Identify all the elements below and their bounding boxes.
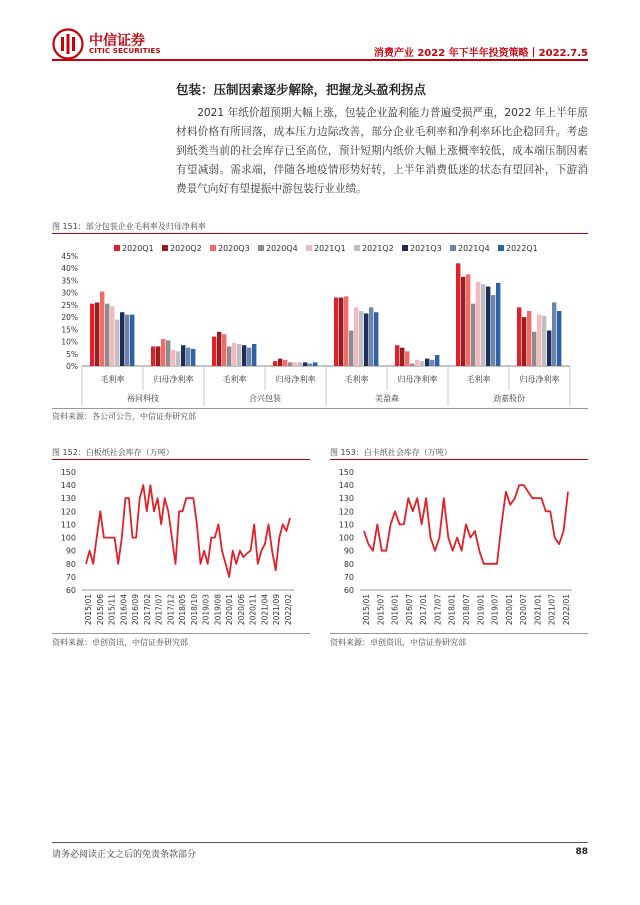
fig152-x-tick-label: 2022/02 bbox=[284, 594, 293, 626]
fig152-x-tick-label: 2019/03 bbox=[201, 594, 211, 626]
bar-美盈森-毛利率-2021Q3 bbox=[364, 313, 368, 366]
legend-swatch-2021Q2 bbox=[354, 245, 360, 251]
bar-合兴包装-毛利率-2020Q4 bbox=[227, 346, 231, 366]
citic-logo-icon bbox=[52, 28, 84, 60]
bar-合兴包装-毛利率-2021Q2 bbox=[237, 344, 241, 366]
fig151-bar-chart bbox=[52, 236, 588, 408]
bar-合兴包装-归母净利率-2020Q1 bbox=[273, 361, 277, 366]
bar-合兴包装-毛利率-2021Q1 bbox=[232, 343, 236, 366]
fig153-x-tick-label: 2019/01 bbox=[476, 594, 486, 626]
bar-劲嘉股份-归母净利率-2020Q4 bbox=[532, 332, 536, 366]
y-tick-label: 30% bbox=[61, 288, 78, 298]
bar-合兴包装-归母净利率-2021Q1 bbox=[293, 362, 297, 366]
bar-合兴包装-毛利率-2020Q1 bbox=[212, 337, 216, 366]
bar-裕同科技-归母净利率-2021Q1 bbox=[171, 350, 175, 366]
bar-美盈森-归母净利率-2021Q2 bbox=[420, 361, 424, 366]
legend-swatch-2020Q2 bbox=[162, 245, 168, 251]
fig153-x-tick-label: 2016/01 bbox=[390, 594, 400, 626]
fig153-x-tick-label: 2016/07 bbox=[404, 594, 414, 626]
bar-劲嘉股份-毛利率-2020Q3 bbox=[466, 274, 470, 366]
fig152-y-tick-label: 60 bbox=[65, 586, 76, 595]
fig152-y-tick-label: 110 bbox=[60, 520, 76, 530]
fig152-x-tick-label: 2017/07 bbox=[154, 594, 164, 626]
bar-合兴包装-归母净利率-2020Q2 bbox=[278, 359, 282, 366]
bar-合兴包装-归母净利率-2021Q3 bbox=[303, 362, 307, 366]
bar-合兴包装-毛利率-2020Q2 bbox=[217, 332, 221, 366]
fig152-x-tick-label: 2020/01 bbox=[225, 594, 235, 626]
fig153-y-tick-label: 150 bbox=[338, 468, 354, 477]
bar-劲嘉股份-毛利率-2022Q1 bbox=[496, 283, 500, 366]
fig153-y-tick-label: 120 bbox=[338, 507, 354, 517]
fig152-x-tick-label: 2018/10 bbox=[189, 594, 199, 626]
bar-裕同科技-毛利率-2020Q4 bbox=[105, 304, 109, 366]
bar-劲嘉股份-归母净利率-2020Q2 bbox=[522, 317, 526, 366]
bar-劲嘉股份-毛利率-2021Q2 bbox=[481, 284, 485, 366]
page-header bbox=[0, 0, 640, 70]
legend-label-2020Q1: 2020Q1 bbox=[122, 244, 154, 253]
fig153-x-tick-label: 2022/01 bbox=[562, 594, 571, 626]
category-label-metric: 毛利率 bbox=[100, 375, 125, 384]
legend-swatch-2020Q4 bbox=[258, 245, 264, 251]
fig152-x-tick-label: 2017/02 bbox=[142, 594, 152, 626]
fig152-y-tick-label: 90 bbox=[65, 546, 76, 556]
bar-美盈森-归母净利率-2021Q4 bbox=[430, 360, 434, 366]
y-tick-label: 0% bbox=[66, 362, 78, 371]
category-label-metric: 归母净利率 bbox=[153, 375, 194, 384]
fig152-line-chart bbox=[52, 464, 310, 634]
y-tick-label: 15% bbox=[61, 325, 78, 335]
y-tick-label: 35% bbox=[61, 276, 78, 286]
fig152-x-tick-label: 2017/12 bbox=[166, 594, 176, 626]
fig152-x-tick-label: 2016/04 bbox=[119, 594, 129, 626]
fig153-x-tick-label: 2021/01 bbox=[533, 594, 543, 626]
legend-swatch-2021Q1 bbox=[306, 245, 312, 251]
fig153-y-tick-label: 60 bbox=[343, 586, 354, 595]
fig153-x-tick-label: 2015/07 bbox=[376, 594, 386, 626]
fig153-y-tick-label: 70 bbox=[343, 572, 354, 582]
footer-divider bbox=[52, 842, 588, 843]
fig153-x-tick-label: 2015/01 bbox=[362, 594, 371, 626]
bar-劲嘉股份-归母净利率-2020Q1 bbox=[517, 307, 521, 366]
bar-劲嘉股份-毛利率-2021Q3 bbox=[486, 287, 490, 366]
bar-裕同科技-毛利率-2021Q4 bbox=[125, 315, 129, 366]
legend-swatch-2020Q3 bbox=[210, 245, 216, 251]
bar-裕同科技-毛利率-2022Q1 bbox=[130, 315, 134, 366]
legend-label-2020Q4: 2020Q4 bbox=[266, 244, 298, 253]
bar-裕同科技-归母净利率-2020Q4 bbox=[166, 340, 170, 366]
bar-裕同科技-归母净利率-2021Q3 bbox=[181, 345, 185, 366]
bar-合兴包装-归母净利率-2022Q1 bbox=[313, 362, 317, 366]
footer-disclaimer-note: 请务必阅读正文之后的免责条款部分 bbox=[52, 850, 197, 860]
category-label-metric: 毛利率 bbox=[222, 375, 247, 384]
bar-合兴包装-毛利率-2021Q3 bbox=[242, 345, 246, 366]
logo-english-name: CITIC SECURITIES bbox=[89, 47, 161, 55]
category-label-company: 裕同科技 bbox=[127, 394, 159, 403]
bar-合兴包装-毛利率-2020Q3 bbox=[222, 334, 226, 366]
bar-裕同科技-归母净利率-2020Q3 bbox=[161, 339, 165, 366]
fig153-series-line bbox=[364, 485, 568, 564]
fig153-x-tick-label: 2020/07 bbox=[519, 594, 529, 626]
bar-美盈森-归母净利率-2020Q4 bbox=[410, 364, 414, 366]
fig152-x-tick-label: 2018/05 bbox=[178, 594, 188, 626]
bar-裕同科技-毛利率-2021Q1 bbox=[110, 306, 114, 366]
bar-合兴包装-毛利率-2022Q1 bbox=[252, 344, 256, 366]
y-tick-label: 45% bbox=[61, 252, 78, 261]
fig152-series-line bbox=[86, 485, 290, 577]
fig153-y-tick-label: 100 bbox=[338, 533, 354, 543]
body-paragraph: 2021 年纸价超预期大幅上涨，包装企业盈利能力普遍受损严重，2022 年上半年原材料价格有所回落，成本压力边际改善，部分企业毛利率和净利率环比企稳回升。考虑到纸类当前的社会库存已至高位，预计短期内纸价大幅上涨概率较低，成本端压制因素有望减弱。需求端，伴随各地疫情形势好转，上半年消费低迷的状态有望回补，下游消费景气向好有望提振中游包装行业业绩。 bbox=[176, 107, 588, 195]
bar-美盈森-毛利率-2020Q1 bbox=[334, 298, 338, 366]
y-tick-label: 20% bbox=[61, 313, 78, 323]
bar-美盈森-归母净利率-2020Q2 bbox=[400, 348, 404, 366]
fig152-x-tick-label: 2021/04 bbox=[260, 594, 270, 626]
bar-美盈森-毛利率-2020Q3 bbox=[344, 296, 348, 366]
fig152-y-tick-label: 100 bbox=[60, 533, 76, 543]
fig152-x-tick-label: 2015/01 bbox=[84, 594, 93, 626]
legend-label-2022Q1: 2022Q1 bbox=[506, 244, 538, 253]
bar-合兴包装-归母净利率-2020Q3 bbox=[283, 360, 287, 366]
fig153-y-tick-label: 110 bbox=[338, 520, 354, 530]
fig153-y-tick-label: 130 bbox=[338, 494, 354, 504]
y-tick-label: 10% bbox=[61, 337, 78, 347]
fig151-source: 资料来源：各公司公告，中信证券研究部 bbox=[52, 412, 196, 421]
y-tick-label: 40% bbox=[61, 264, 78, 274]
fig153-bottom-rule bbox=[330, 633, 588, 634]
bar-裕同科技-归母净利率-2021Q4 bbox=[186, 348, 190, 366]
bar-合兴包装-归母净利率-2021Q2 bbox=[298, 362, 302, 366]
bar-裕同科技-毛利率-2020Q3 bbox=[100, 291, 104, 366]
category-label-metric: 毛利率 bbox=[466, 375, 491, 384]
legend-swatch-2021Q3 bbox=[402, 245, 408, 251]
bar-美盈森-毛利率-2021Q1 bbox=[354, 307, 358, 366]
fig152-caption: 图 152：白板纸社会库存（万吨） bbox=[52, 448, 174, 457]
bar-劲嘉股份-归母净利率-2021Q2 bbox=[542, 316, 546, 366]
legend-label-2020Q2: 2020Q2 bbox=[170, 244, 202, 253]
fig152-x-tick-label: 2015/06 bbox=[95, 594, 105, 626]
fig153-x-tick-label: 2019/07 bbox=[490, 594, 500, 626]
bar-劲嘉股份-归母净利率-2022Q1 bbox=[557, 311, 561, 366]
page-number: 88 bbox=[575, 847, 588, 857]
bar-裕同科技-毛利率-2020Q1 bbox=[90, 304, 94, 366]
bar-美盈森-归母净利率-2021Q1 bbox=[415, 360, 419, 366]
fig153-line-chart bbox=[330, 464, 588, 634]
bar-劲嘉股份-毛利率-2021Q1 bbox=[476, 282, 480, 366]
fig153-x-tick-label: 2018/07 bbox=[462, 594, 471, 626]
bar-合兴包装-毛利率-2021Q4 bbox=[247, 348, 251, 366]
logo-chinese-name: 中信证券 bbox=[89, 33, 145, 49]
bar-合兴包装-归母净利率-2020Q4 bbox=[288, 362, 292, 366]
fig153-source: 资料来源：卓创资讯，中信证券研究部 bbox=[330, 638, 466, 647]
fig153-x-tick-label: 2017/01 bbox=[419, 594, 429, 626]
legend-label-2021Q3: 2021Q3 bbox=[410, 244, 442, 253]
fig153-top-rule bbox=[330, 459, 588, 460]
bar-美盈森-归母净利率-2022Q1 bbox=[435, 355, 439, 366]
fig152-source: 资料来源：卓创资讯，中信证券研究部 bbox=[52, 638, 188, 647]
legend-label-2021Q4: 2021Q4 bbox=[458, 244, 490, 253]
bar-劲嘉股份-归母净利率-2021Q1 bbox=[537, 315, 541, 366]
fig152-x-tick-label: 2020/06 bbox=[236, 594, 246, 626]
category-label-company: 劲嘉股份 bbox=[493, 394, 525, 403]
fig151-bottom-rule bbox=[52, 408, 588, 409]
legend-swatch-2020Q1 bbox=[114, 245, 120, 251]
bar-劲嘉股份-毛利率-2020Q1 bbox=[456, 263, 460, 366]
bar-合兴包装-归母净利率-2021Q4 bbox=[308, 364, 312, 366]
bar-裕同科技-毛利率-2021Q3 bbox=[120, 312, 124, 366]
bar-美盈森-毛利率-2021Q2 bbox=[359, 311, 363, 366]
bar-美盈森-归母净利率-2020Q3 bbox=[405, 351, 409, 366]
category-label-metric: 归母净利率 bbox=[275, 375, 316, 384]
fig152-x-tick-label: 2019/08 bbox=[213, 594, 223, 626]
bar-美盈森-归母净利率-2021Q3 bbox=[425, 359, 429, 366]
fig153-y-tick-label: 90 bbox=[343, 546, 354, 556]
fig153-x-tick-label: 2017/07 bbox=[433, 594, 443, 626]
fig152-x-tick-label: 2020/11 bbox=[248, 594, 258, 626]
y-tick-label: 25% bbox=[61, 300, 78, 310]
bar-裕同科技-归母净利率-2020Q1 bbox=[151, 346, 155, 366]
fig152-bottom-rule bbox=[52, 633, 310, 634]
bar-美盈森-毛利率-2020Q2 bbox=[339, 298, 343, 366]
fig152-top-rule bbox=[52, 459, 310, 460]
fig153-caption: 图 153：白卡纸社会库存（万吨） bbox=[330, 448, 452, 457]
fig151-caption: 图 151：部分包装企业毛利率及归母净利率 bbox=[52, 222, 206, 231]
fig152-y-tick-label: 70 bbox=[65, 572, 76, 582]
fig153-x-tick-label: 2020/01 bbox=[504, 594, 514, 626]
fig152-y-tick-label: 150 bbox=[60, 468, 76, 477]
legend-swatch-2022Q1 bbox=[498, 245, 504, 251]
bar-劲嘉股份-归母净利率-2020Q3 bbox=[527, 311, 531, 366]
fig152-x-tick-label: 2021/09 bbox=[272, 594, 282, 626]
legend-label-2021Q2: 2021Q2 bbox=[362, 244, 394, 253]
fig152-y-tick-label: 140 bbox=[60, 481, 76, 491]
legend-swatch-2021Q4 bbox=[450, 245, 456, 251]
y-tick-label: 5% bbox=[66, 349, 78, 359]
section-title: 包装：压制因素逐步解除，把握龙头盈利拐点 bbox=[176, 82, 427, 97]
bar-美盈森-毛利率-2020Q4 bbox=[349, 331, 353, 366]
category-label-metric: 毛利率 bbox=[344, 375, 369, 384]
bar-美盈森-归母净利率-2020Q1 bbox=[395, 345, 399, 366]
bar-劲嘉股份-归母净利率-2021Q4 bbox=[552, 302, 556, 366]
bar-裕同科技-归母净利率-2020Q2 bbox=[156, 346, 160, 366]
bar-裕同科技-归母净利率-2021Q2 bbox=[176, 351, 180, 366]
fig152-y-tick-label: 130 bbox=[60, 494, 76, 504]
fig152-y-tick-label: 80 bbox=[65, 559, 76, 569]
report-title: 消费产业 2022 年下半年投资策略丨2022.7.5 bbox=[373, 48, 588, 59]
bar-劲嘉股份-毛利率-2020Q4 bbox=[471, 304, 475, 366]
legend-label-2020Q3: 2020Q3 bbox=[218, 244, 250, 253]
category-label-company: 合兴包装 bbox=[249, 394, 281, 403]
bar-美盈森-毛利率-2021Q4 bbox=[369, 307, 373, 366]
category-label-metric: 归母净利率 bbox=[519, 375, 560, 384]
bar-裕同科技-毛利率-2021Q2 bbox=[115, 320, 119, 366]
fig151-top-rule bbox=[52, 233, 588, 234]
bar-美盈森-毛利率-2022Q1 bbox=[374, 312, 378, 366]
fig153-y-tick-label: 140 bbox=[338, 481, 354, 491]
category-label-metric: 归母净利率 bbox=[397, 375, 438, 384]
fig153-x-tick-label: 2018/01 bbox=[447, 594, 457, 626]
category-label-company: 美盈森 bbox=[375, 394, 399, 403]
bar-劲嘉股份-毛利率-2020Q2 bbox=[461, 277, 465, 366]
fig153-x-tick-label: 2021/07 bbox=[547, 594, 557, 626]
header-divider bbox=[52, 59, 588, 61]
bar-劲嘉股份-毛利率-2021Q4 bbox=[491, 295, 495, 366]
bar-劲嘉股份-归母净利率-2021Q3 bbox=[547, 331, 551, 366]
bar-裕同科技-毛利率-2020Q2 bbox=[95, 302, 99, 366]
bar-裕同科技-归母净利率-2022Q1 bbox=[191, 349, 195, 366]
legend-label-2021Q1: 2021Q1 bbox=[314, 244, 346, 253]
fig152-x-tick-label: 2016/09 bbox=[131, 594, 141, 626]
fig153-y-tick-label: 80 bbox=[343, 559, 354, 569]
fig152-y-tick-label: 120 bbox=[60, 507, 76, 517]
fig152-x-tick-label: 2015/11 bbox=[107, 594, 117, 626]
